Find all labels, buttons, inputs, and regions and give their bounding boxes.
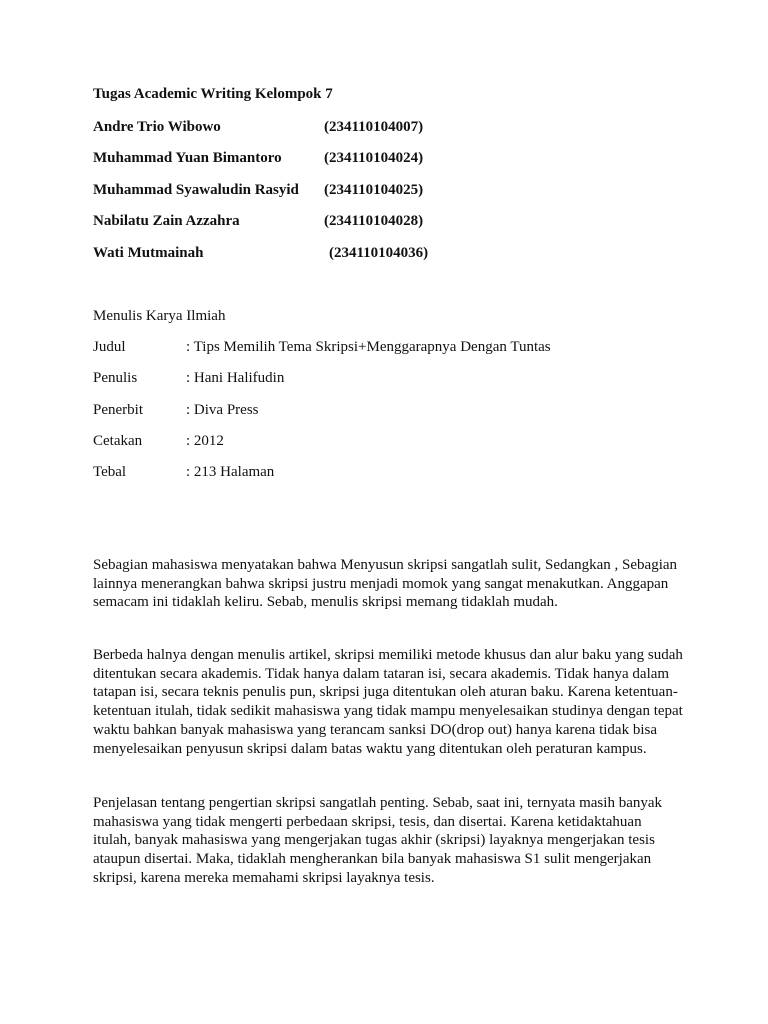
book-info-label: Cetakan [93, 433, 143, 449]
member-nim: (234110104024) [324, 150, 424, 166]
book-info-value: : Tips Memilih Tema Skripsi+Menggarapnya Dengan Tuntas [186, 339, 551, 355]
book-info-value: : 213 Halaman [186, 464, 275, 480]
member-nim: (234110104007) [324, 119, 424, 135]
member-nim: (234110104028) [324, 213, 424, 229]
member-nim: (234110104036) [329, 245, 429, 261]
book-info-label: Penerbit [93, 402, 143, 418]
document-title: Tugas Academic Writing Kelompok 7 [93, 86, 333, 102]
book-info-value: : Diva Press [186, 402, 259, 418]
section-heading: Menulis Karya Ilmiah [93, 308, 226, 324]
member-nim: (234110104025) [324, 182, 424, 198]
member-name: Andre Trio Wibowo [93, 119, 221, 135]
body-paragraph: Berbeda halnya dengan menulis artikel, skripsi memiliki metode khusus dan alur baku yang sudah ditentukan secara akademis. Tidak hanya dalam tataran isi, secara akademis. Tidak hanya dalam tatapan isi, secara teknis penulis pun, skripsi juga ditentukan oleh aturan baku. Karena ketentuan-ketentuan itulah, tidak sedikit mahasiswa yang tidak mampu menyelesaikan studinya dengan tepat waktu bahkan banyak mahasiswa yang terancam sanksi DO(drop out) hanya karena tidak bisa menyelesaikan penyusun skripsi dalam batas waktu yang ditentukan oleh peraturan kampus. [93, 647, 683, 757]
book-info-value: : Hani Halifudin [186, 370, 285, 386]
book-info-label: Penulis [93, 370, 138, 386]
member-name: Nabilatu Zain Azzahra [93, 213, 240, 229]
book-info-value: : 2012 [186, 433, 224, 449]
book-info-label: Judul [93, 339, 126, 355]
book-info-label: Tebal [93, 464, 127, 480]
member-name: Muhammad Yuan Bimantoro [93, 150, 282, 166]
member-name: Wati Mutmainah [93, 245, 204, 261]
member-name: Muhammad Syawaludin Rasyid [93, 182, 299, 198]
body-paragraph: Sebagian mahasiswa menyatakan bahwa Menyusun skripsi sangatlah sulit, Sedangkan , Sebagian lainnya menerangkan bahwa skripsi justru menjadi momok yang sangat menakutkan. Anggapan semacam ini tidaklah keliru. Sebab, menulis skripsi memang tidaklah mudah. [93, 557, 678, 611]
body-paragraph: Penjelasan tentang pengertian skripsi sangatlah penting. Sebab, saat ini, ternyata masih banyak mahasiswa yang tidak mengerti perbedaan skripsi, tesis, dan disertai. Karena ketidaktahuan itulah, banyak mahasiswa yang mengerjakan tugas akhir (skripsi) layaknya mengerjakan tesis ataupun disertai. Maka, tidaklah mengherankan bila banyak mahasiswa S1 sulit mengerjakan skripsi, karena mereka memahami skripsi layaknya tesis. [93, 795, 663, 886]
